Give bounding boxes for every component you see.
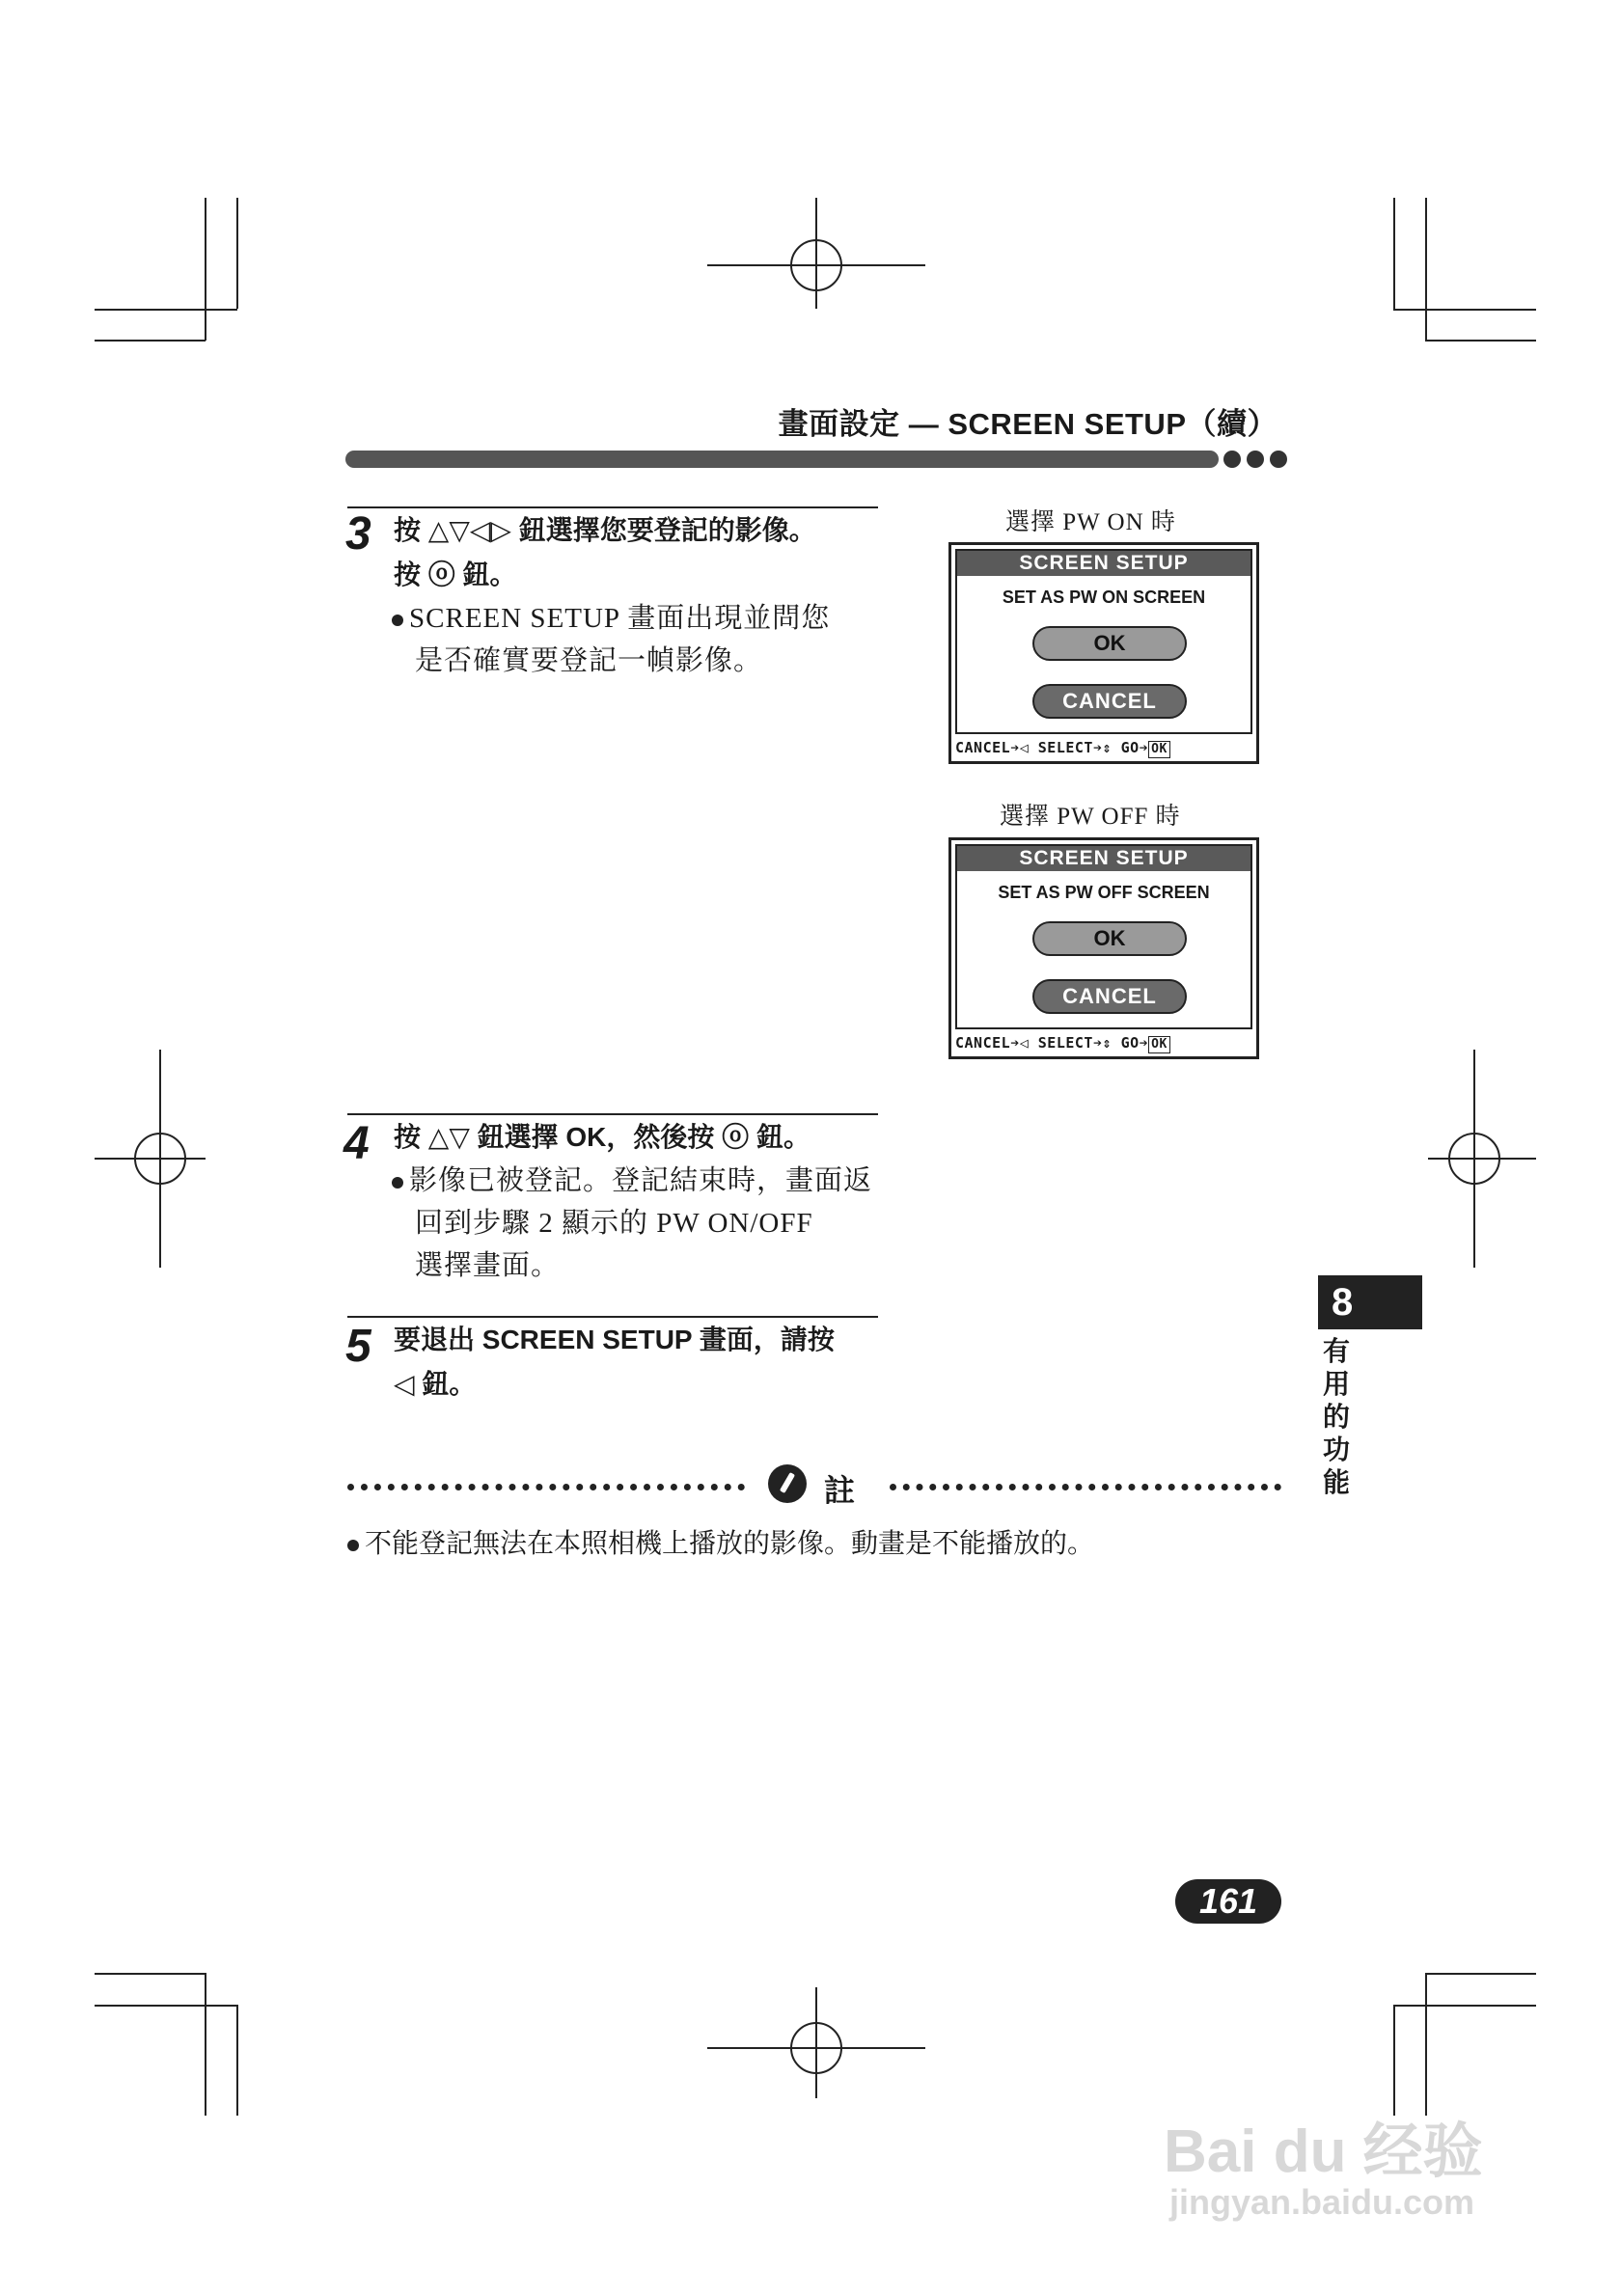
registration-target <box>134 1133 186 1185</box>
chapter-title <box>1323 1335 1361 1499</box>
crop-mark <box>205 198 206 341</box>
screen-caption: 選擇 PW OFF 時 <box>1000 804 1181 830</box>
note-text <box>347 1522 1094 1561</box>
arrow-updown-icon: ➔⇕ <box>1092 739 1113 756</box>
registration-target <box>790 239 842 291</box>
screen-caption: 選擇 PW ON 時 <box>1005 509 1176 535</box>
header-dot <box>1247 451 1264 468</box>
ok-button[interactable]: OK <box>1032 921 1187 956</box>
screen-frame <box>955 549 1252 734</box>
footer-go: GO <box>1120 1034 1140 1052</box>
footer-cancel: CANCEL <box>955 1034 1011 1052</box>
ok-button[interactable]: OK <box>1032 626 1187 661</box>
registration-target <box>1448 1133 1500 1185</box>
footer-cancel: CANCEL <box>955 739 1011 756</box>
step-instruction-line: 按 △▽◁▷ 鈕選擇您要登記的影像。 <box>394 515 816 545</box>
note-header <box>347 1464 1281 1509</box>
ok-key-icon: OK <box>1148 1036 1170 1053</box>
dotted-rule <box>890 1484 1281 1490</box>
dotted-rule <box>347 1484 745 1490</box>
crop-mark <box>1425 198 1427 341</box>
arrow-right-icon: ➔ <box>1139 1034 1149 1052</box>
screen-footer <box>955 736 1252 759</box>
header-dot <box>1270 451 1287 468</box>
bullet-dot <box>392 615 403 626</box>
cancel-button[interactable]: CANCEL <box>1032 684 1187 719</box>
chapter-title-char: 有 <box>1323 1336 1351 1366</box>
section-title: 畫面設定 — SCREEN SETUP（續） <box>778 407 1278 441</box>
screen-subtitle: SET AS PW ON SCREEN <box>1002 588 1206 607</box>
bullet-dot <box>392 1177 403 1189</box>
screen-title: SCREEN SETUP <box>957 551 1250 576</box>
cancel-button[interactable]: CANCEL <box>1032 979 1187 1014</box>
chapter-title-char: 用 <box>1323 1369 1351 1399</box>
bullet-dot <box>347 1540 359 1551</box>
footer-go: GO <box>1120 739 1140 756</box>
page-number: 161 <box>1175 1879 1281 1924</box>
step-note <box>392 1160 893 1287</box>
chapter-title-char: 能 <box>1323 1467 1351 1497</box>
header-dot <box>1223 451 1241 468</box>
watermark-logo: Bai du 经验 <box>1164 2118 1483 2185</box>
crop-mark <box>1425 1973 1536 1975</box>
crop-mark <box>95 2005 237 2007</box>
camera-screen <box>948 542 1259 764</box>
crop-mark <box>1393 2005 1536 2007</box>
arrow-left-icon: ➔◁ <box>1010 739 1030 756</box>
step-note-line: 影像已被登記。登記結束時，畫面返 <box>409 1165 873 1196</box>
step-note <box>392 597 893 682</box>
step-number: 3 <box>345 508 371 560</box>
arrow-right-icon: ➔ <box>1139 739 1149 756</box>
screen-title: SCREEN SETUP <box>957 846 1250 871</box>
chapter-title-char: 功 <box>1323 1435 1351 1464</box>
crop-mark <box>236 198 238 309</box>
crop-mark <box>95 1973 206 1975</box>
registration-target <box>790 2022 842 2074</box>
step-instruction <box>394 508 886 597</box>
step-note-line: 回到步驟 2 顯示的 PW ON/OFF <box>415 1208 813 1239</box>
crop-mark <box>1393 198 1395 309</box>
header-bar <box>345 451 1219 468</box>
step-instruction <box>394 1318 886 1407</box>
screen-frame <box>955 844 1252 1029</box>
camera-screen <box>948 837 1259 1059</box>
crop-mark <box>1393 309 1536 311</box>
step-note-line: 是否確實要登記一幀影像。 <box>415 645 763 676</box>
chapter-title-char: 的 <box>1323 1402 1351 1432</box>
step-instruction-line: 要退出 SCREEN SETUP 畫面，請按 <box>394 1325 835 1354</box>
step-number: 5 <box>345 1321 371 1372</box>
crop-mark <box>1425 340 1536 342</box>
step-note-line: SCREEN SETUP 畫面出現並問您 <box>409 603 831 634</box>
crop-mark <box>1425 1973 1427 2116</box>
arrow-left-icon: ➔◁ <box>1010 1034 1030 1052</box>
crop-mark <box>205 1973 206 2116</box>
ok-key-icon: OK <box>1148 741 1170 758</box>
step-instruction-line: 按 ⓞ 鈕。 <box>394 560 517 589</box>
step-instruction-line: 按 △▽ 鈕選擇 OK，然後按 ⓞ 鈕。 <box>394 1122 810 1152</box>
screen-subtitle: SET AS PW OFF SCREEN <box>998 883 1210 902</box>
footer-select: SELECT <box>1037 739 1093 756</box>
chapter-number: 8 <box>1318 1275 1422 1329</box>
note-text-line: 不能登記無法在本照相機上播放的影像。動畫是不能播放的。 <box>365 1528 1095 1558</box>
crop-mark <box>1393 2005 1395 2116</box>
arrow-updown-icon: ➔⇕ <box>1092 1034 1113 1052</box>
crop-mark <box>95 309 237 311</box>
crop-mark <box>95 340 206 342</box>
step-instruction <box>394 1115 895 1160</box>
step-instruction-line: ◁ 鈕。 <box>394 1369 477 1399</box>
crop-mark <box>236 2005 238 2116</box>
step-number: 4 <box>343 1118 370 1169</box>
note-label: 註 <box>824 1473 856 1508</box>
pencil-icon <box>768 1464 807 1503</box>
footer-select: SELECT <box>1037 1034 1093 1052</box>
screen-footer <box>955 1031 1252 1054</box>
watermark-url: jingyan.baidu.com <box>1169 2182 1475 2222</box>
step-note-line: 選擇畫面。 <box>415 1250 561 1281</box>
